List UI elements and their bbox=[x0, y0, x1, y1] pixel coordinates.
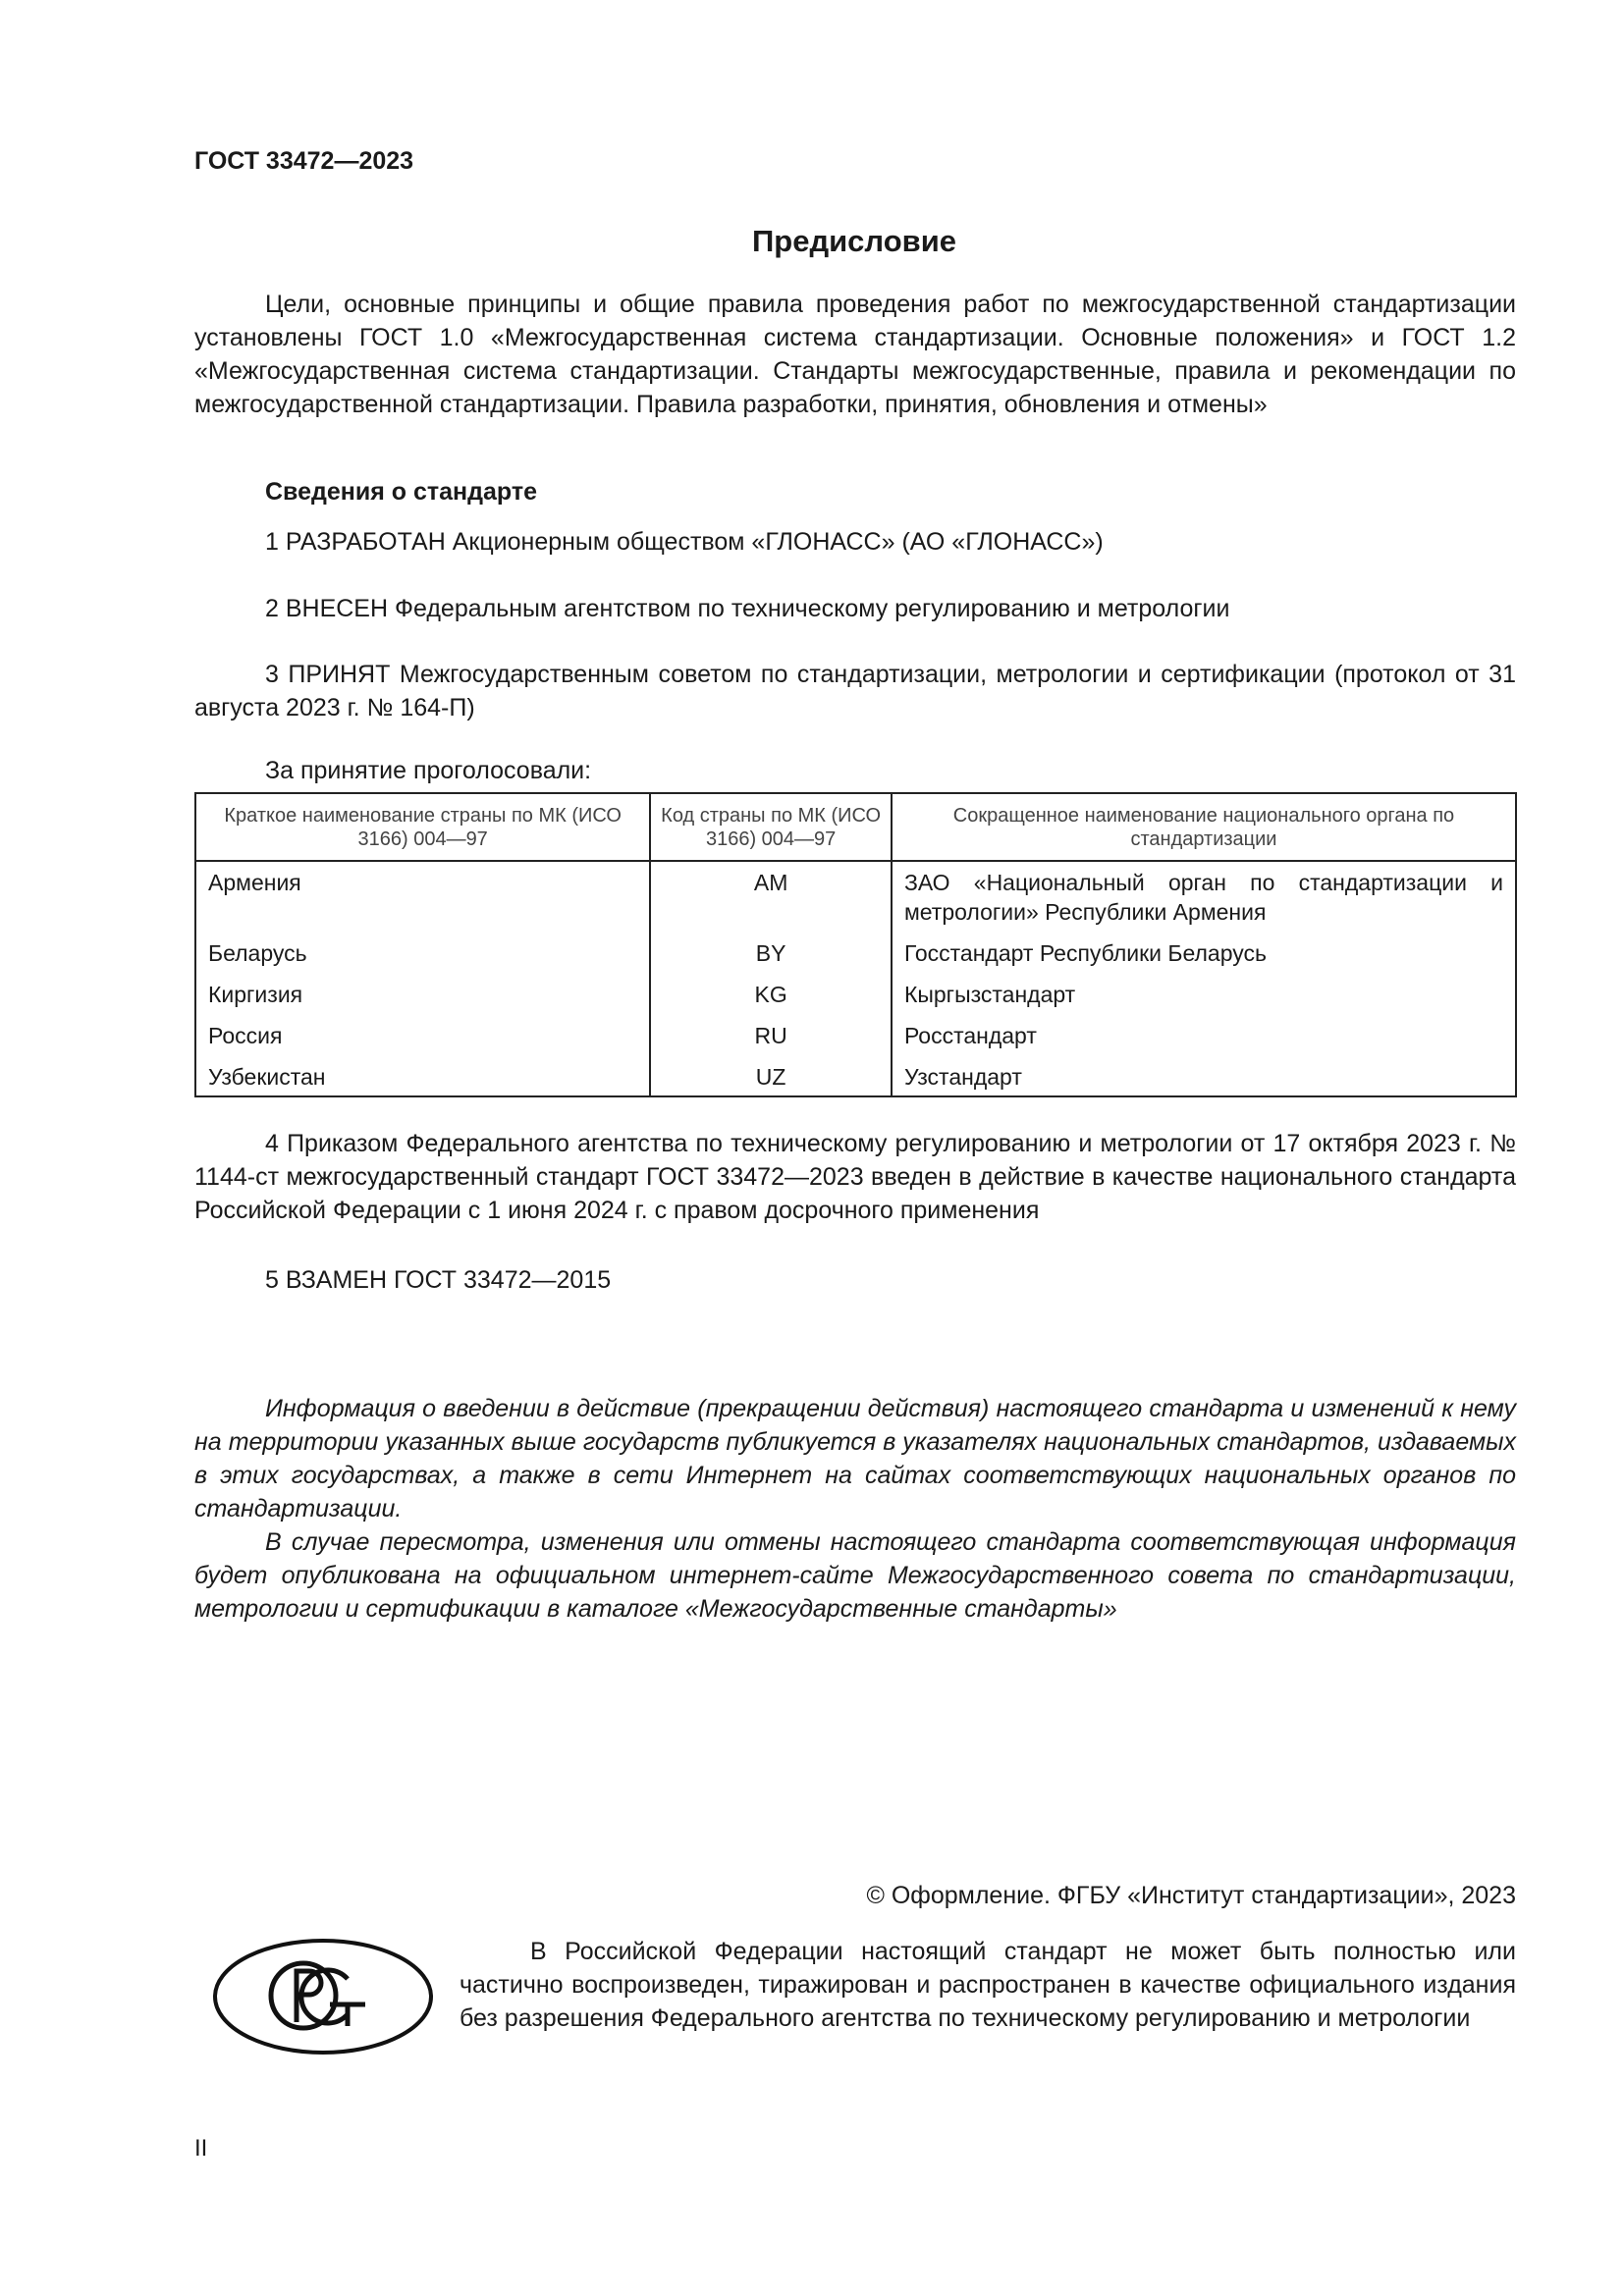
rst-certification-mark-icon bbox=[210, 1936, 436, 2062]
organization-cell: Кыргызстандарт bbox=[892, 974, 1516, 1015]
document-code: ГОСТ 33472—2023 bbox=[194, 147, 414, 175]
table-row bbox=[195, 861, 1516, 933]
copyright-line: © Оформление. ФГБУ «Институт стандартизации», 2023 bbox=[866, 1882, 1516, 1909]
country-cell: Россия bbox=[195, 1015, 650, 1056]
vote-table-caption: За принятие проголосовали: bbox=[265, 757, 592, 784]
column-header-organization: Сокращенное наименование национального органа по стандартизации bbox=[892, 793, 1516, 861]
organization-cell: Госстандарт Республики Беларусь bbox=[892, 933, 1516, 974]
country-cell: Армения bbox=[195, 861, 650, 933]
table-row bbox=[195, 974, 1516, 1015]
notice-paragraph: Информация о введении в действие (прекращении действия) настоящего стандарта и изменений к нему на территории указанных выше государств публикуется в указателях национальных стандартов, издаваемых в этих государствах, а также в сети Интернет на сайтах соответствующих национальных органов по стандартизации. bbox=[194, 1395, 1516, 1522]
intro-paragraph: Цели, основные принципы и общие правила проведения работ по межгосударственной стандартизации установлены ГОСТ 1.0 «Межгосударственная система стандартизации. Основные положения» и ГОСТ 1.2 «Межгосударственная система стандартизации. Стандарты межгосударственные, правила и рекомендации по межгосударственной стандартизации. Правила разработки, принятия, обновления и отмены» bbox=[194, 291, 1516, 418]
table-row bbox=[195, 933, 1516, 974]
item-enacted-by: 4 Приказом Федерального агентства по техническому регулированию и метрологии от 17 октября 2023 г. № 1144-ст межгосударственный стандарт ГОСТ 33472—2023 введен в действие в качестве национального стандарта Российской Федерации с 1 июня 2024 г. с правом досрочного применения bbox=[194, 1130, 1516, 1224]
section-heading: Сведения о стандарте bbox=[265, 478, 538, 506]
table-header-row bbox=[195, 793, 1516, 861]
code-cell: AM bbox=[650, 861, 892, 933]
item-developed-by: 1 РАЗРАБОТАН Акционерным обществом «ГЛОНАСС» (АО «ГЛОНАСС») bbox=[265, 528, 1104, 556]
table-row bbox=[195, 1056, 1516, 1096]
column-header-country: Краткое наименование страны по МК (ИСО 3166) 004—97 bbox=[195, 793, 650, 861]
organization-cell: Узстандарт bbox=[892, 1056, 1516, 1096]
vote-table bbox=[194, 792, 1517, 1097]
code-cell: BY bbox=[650, 933, 892, 974]
table-row bbox=[195, 1015, 1516, 1056]
code-cell: RU bbox=[650, 1015, 892, 1056]
country-cell: Узбекистан bbox=[195, 1056, 650, 1096]
country-cell: Киргизия bbox=[195, 974, 650, 1015]
rights-notice: В Российской Федерации настоящий стандарт не может быть полностью или частично воспроизведен, тиражирован и распространен в качестве официального издания без разрешения Федерального агентства по техническому регулированию и метрологии bbox=[460, 1938, 1516, 2032]
country-cell: Беларусь bbox=[195, 933, 650, 974]
code-cell: KG bbox=[650, 974, 892, 1015]
item-replaces: 5 ВЗАМЕН ГОСТ 33472—2015 bbox=[265, 1266, 612, 1294]
page-title: Предисловие bbox=[751, 224, 956, 258]
organization-cell: Росстандарт bbox=[892, 1015, 1516, 1056]
organization-cell: ЗАО «Национальный орган по стандартизации и метрологии» Республики Армения bbox=[892, 861, 1516, 933]
column-header-code: Код страны по МК (ИСО 3166) 004—97 bbox=[650, 793, 892, 861]
notice-paragraph: В случае пересмотра, изменения или отмены настоящего стандарта соответствующая информация будет опубликована на официальном интернет-сайте Межгосударственного совета по стандартизации, метрологии и сертификации в каталоге «Межгосударственные стандарты» bbox=[194, 1528, 1516, 1623]
item-adopted-by: 3 ПРИНЯТ Межгосударственным советом по стандартизации, метрологии и сертификации (протокол от 31 августа 2023 г. № 164-П) bbox=[194, 661, 1516, 721]
item-submitted-by: 2 ВНЕСЕН Федеральным агентством по техническому регулированию и метрологии bbox=[265, 595, 1230, 622]
page-number: II bbox=[194, 2135, 208, 2162]
code-cell: UZ bbox=[650, 1056, 892, 1096]
